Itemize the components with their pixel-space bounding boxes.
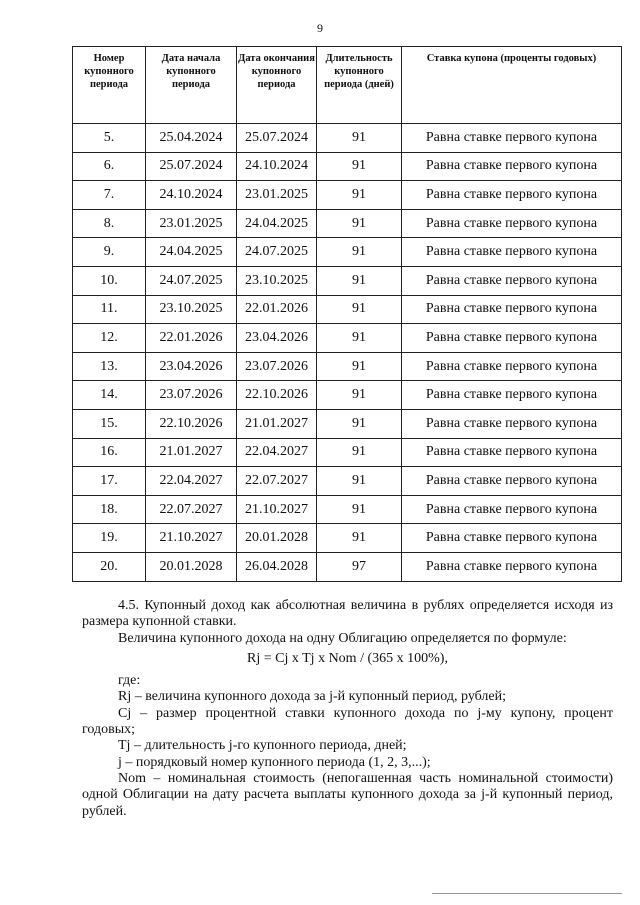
cell-period: 19. <box>73 524 146 553</box>
header-coupon-rate: Ставка купона (проценты годовых) <box>402 47 622 124</box>
definition-tj: Tj – длительность j-го купонного периода, дней; <box>118 738 407 754</box>
cell-period: 11. <box>73 295 146 324</box>
cell-end: 24.04.2025 <box>237 209 317 238</box>
cell-end: 21.01.2027 <box>237 409 317 438</box>
cell-start: 25.07.2024 <box>146 152 237 181</box>
table-header-row <box>73 47 622 124</box>
cell-start: 22.04.2027 <box>146 467 237 496</box>
cell-rate: Равна ставке первого купона <box>402 352 622 381</box>
cell-period: 16. <box>73 438 146 467</box>
table-row <box>73 381 622 410</box>
cell-end: 24.10.2024 <box>237 152 317 181</box>
cell-days: 91 <box>317 209 402 238</box>
cell-rate: Равна ставке первого купона <box>402 495 622 524</box>
formula-section <box>82 598 613 820</box>
definition-j: j – порядковый номер купонного периода (1, 2, 3,...); <box>118 754 431 770</box>
header-start-date: Дата начала купонного периода <box>146 47 237 124</box>
cell-period: 6. <box>73 152 146 181</box>
cell-period: 13. <box>73 352 146 381</box>
cell-days: 91 <box>317 438 402 467</box>
coupon-formula: Rj = Cj x Tj x Nom / (365 x 100%), <box>247 650 448 666</box>
cell-start: 25.04.2024 <box>146 124 237 153</box>
cell-period: 9. <box>73 238 146 267</box>
cell-end: 22.01.2026 <box>237 295 317 324</box>
cell-days: 91 <box>317 295 402 324</box>
cell-period: 12. <box>73 324 146 353</box>
definition-cj: Cj – размер процентной ставки купонного дохода по j-му купону, процент годовых; <box>82 705 613 738</box>
table-row <box>73 124 622 153</box>
where-label: где: <box>118 673 141 689</box>
cell-start: 24.10.2024 <box>146 181 237 210</box>
header-period-number: Номер купонного периода <box>73 47 146 124</box>
cell-end: 20.01.2028 <box>237 524 317 553</box>
cell-days: 91 <box>317 324 402 353</box>
cell-period: 17. <box>73 467 146 496</box>
page-number: 9 <box>317 21 323 35</box>
cell-end: 26.04.2028 <box>237 552 317 581</box>
cell-days: 91 <box>317 266 402 295</box>
cell-period: 8. <box>73 209 146 238</box>
cell-days: 91 <box>317 524 402 553</box>
cell-period: 10. <box>73 266 146 295</box>
cell-start: 23.07.2026 <box>146 381 237 410</box>
cell-end: 23.01.2025 <box>237 181 317 210</box>
header-duration: Длительность купонного периода (дней) <box>317 47 402 124</box>
cell-rate: Равна ставке первого купона <box>402 152 622 181</box>
cell-rate: Равна ставке первого купона <box>402 552 622 581</box>
cell-end: 23.04.2026 <box>237 324 317 353</box>
cell-end: 21.10.2027 <box>237 495 317 524</box>
table-row <box>73 409 622 438</box>
cell-days: 91 <box>317 152 402 181</box>
cell-rate: Равна ставке первого купона <box>402 381 622 410</box>
cell-start: 20.01.2028 <box>146 552 237 581</box>
cell-end: 23.07.2026 <box>237 352 317 381</box>
cell-days: 91 <box>317 124 402 153</box>
cell-rate: Равна ставке первого купона <box>402 124 622 153</box>
cell-start: 22.10.2026 <box>146 409 237 438</box>
paragraph-4-5: 4.5. Купонный доход как абсолютная величина в рублях определяется исходя из размера купонной ставки. <box>82 598 613 630</box>
cell-rate: Равна ставке первого купона <box>402 409 622 438</box>
cell-start: 21.01.2027 <box>146 438 237 467</box>
table-row <box>73 209 622 238</box>
table-row <box>73 438 622 467</box>
table-row <box>73 266 622 295</box>
cell-period: 14. <box>73 381 146 410</box>
cell-period: 15. <box>73 409 146 438</box>
cell-end: 23.10.2025 <box>237 266 317 295</box>
table-row <box>73 352 622 381</box>
cell-period: 7. <box>73 181 146 210</box>
cell-start: 24.07.2025 <box>146 266 237 295</box>
cell-days: 91 <box>317 467 402 496</box>
cell-days: 91 <box>317 352 402 381</box>
page-bottom-divider <box>432 893 622 894</box>
cell-start: 23.10.2025 <box>146 295 237 324</box>
cell-days: 97 <box>317 552 402 581</box>
cell-rate: Равна ставке первого купона <box>402 181 622 210</box>
cell-days: 91 <box>317 238 402 267</box>
cell-end: 24.07.2025 <box>237 238 317 267</box>
table-row <box>73 495 622 524</box>
table-row <box>73 552 622 581</box>
cell-period: 5. <box>73 124 146 153</box>
cell-end: 22.07.2027 <box>237 467 317 496</box>
cell-rate: Равна ставке первого купона <box>402 266 622 295</box>
definition-nom: Nom – номинальная стоимость (непогашенная часть номинальной стоимости) одной Облигации на дату расчета выплаты купонного дохода за j-й купонный период, рублей. <box>82 770 613 819</box>
table-row <box>73 238 622 267</box>
cell-period: 18. <box>73 495 146 524</box>
cell-start: 23.01.2025 <box>146 209 237 238</box>
cell-period: 20. <box>73 552 146 581</box>
table-row <box>73 295 622 324</box>
cell-start: 22.01.2026 <box>146 324 237 353</box>
coupon-schedule-table <box>72 46 622 582</box>
paragraph-coupon-value: Величина купонного дохода на одну Облигацию определяется по формуле: <box>118 630 567 646</box>
cell-rate: Равна ставке первого купона <box>402 438 622 467</box>
cell-end: 22.10.2026 <box>237 381 317 410</box>
cell-rate: Равна ставке первого купона <box>402 467 622 496</box>
cell-days: 91 <box>317 381 402 410</box>
cell-rate: Равна ставке первого купона <box>402 238 622 267</box>
table-row <box>73 324 622 353</box>
cell-end: 25.07.2024 <box>237 124 317 153</box>
cell-rate: Равна ставке первого купона <box>402 209 622 238</box>
cell-end: 22.04.2027 <box>237 438 317 467</box>
cell-days: 91 <box>317 495 402 524</box>
cell-start: 21.10.2027 <box>146 524 237 553</box>
definition-rj: Rj – величина купонного дохода за j-й купонный период, рублей; <box>118 689 507 705</box>
table-row <box>73 524 622 553</box>
cell-days: 91 <box>317 409 402 438</box>
cell-start: 24.04.2025 <box>146 238 237 267</box>
table-row <box>73 181 622 210</box>
table-row <box>73 467 622 496</box>
cell-rate: Равна ставке первого купона <box>402 324 622 353</box>
table-row <box>73 152 622 181</box>
cell-start: 22.07.2027 <box>146 495 237 524</box>
cell-days: 91 <box>317 181 402 210</box>
cell-rate: Равна ставке первого купона <box>402 295 622 324</box>
cell-start: 23.04.2026 <box>146 352 237 381</box>
cell-rate: Равна ставке первого купона <box>402 524 622 553</box>
header-end-date: Дата окончания купонного периода <box>237 47 317 124</box>
